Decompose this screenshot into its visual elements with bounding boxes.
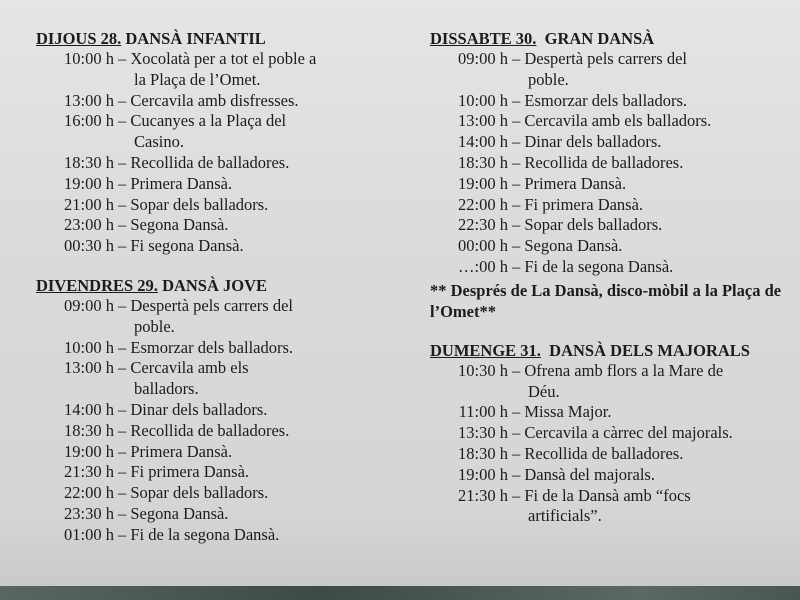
entry-text: – Despertà pels carrers del bbox=[118, 295, 293, 315]
entry-description bbox=[118, 462, 396, 483]
schedule-entry bbox=[36, 49, 396, 91]
entry-text: – Fi de la segona Dansà. bbox=[118, 524, 280, 544]
entry-description bbox=[512, 444, 790, 465]
schedule-entry bbox=[36, 400, 396, 421]
entry-text: – Fi primera Dansà. bbox=[118, 462, 250, 482]
entry-description bbox=[512, 361, 790, 403]
entry-time: 11:00 h bbox=[458, 402, 508, 422]
entry-description bbox=[118, 296, 396, 338]
entry-description bbox=[512, 257, 790, 278]
entry-text-continuation: la Plaça de l’Omet. bbox=[134, 69, 261, 89]
schedule-entry bbox=[36, 236, 396, 257]
entry-text: – Cercavila a càrrec del majorals. bbox=[512, 423, 733, 443]
schedule-entry bbox=[430, 91, 790, 112]
day-title: GRAN DANSÀ bbox=[536, 29, 655, 48]
entry-time: 21:00 h bbox=[64, 194, 114, 214]
entry-time: 00:00 h bbox=[458, 236, 508, 256]
schedule-entry bbox=[36, 153, 396, 174]
schedule-entry bbox=[36, 338, 396, 359]
entry-text-continuation: poble. bbox=[134, 316, 175, 336]
day-date: DUMENGE 31. bbox=[430, 340, 541, 360]
entry-text: – Segona Dansà. bbox=[118, 503, 229, 523]
entry-time: 10:00 h bbox=[64, 49, 114, 68]
entry-time: 13:30 h bbox=[458, 423, 508, 443]
entry-time: 09:00 h bbox=[458, 49, 508, 68]
schedule-entry bbox=[36, 111, 396, 153]
entry-time: 22:00 h bbox=[458, 194, 508, 214]
entry-time: 18:30 h bbox=[458, 443, 508, 463]
entry-text: – Recollida de balladores. bbox=[118, 420, 290, 440]
entry-time: 14:00 h bbox=[458, 132, 508, 152]
entry-description bbox=[118, 174, 396, 195]
day-title: DANSÀ INFANTIL bbox=[121, 29, 266, 48]
schedule-list bbox=[430, 49, 790, 278]
day-title: DANSÀ DELS MAJORALS bbox=[540, 340, 750, 360]
entry-text: – Segona Dansà. bbox=[512, 236, 623, 256]
schedule-entry bbox=[36, 442, 396, 463]
entry-text: – Cucanyes a la Plaça del bbox=[118, 111, 287, 131]
right-column bbox=[430, 28, 790, 527]
entry-text: – Missa Major. bbox=[512, 402, 612, 422]
entry-text: – Dinar dels balladors. bbox=[118, 399, 268, 419]
entry-description bbox=[118, 91, 396, 112]
entry-description bbox=[118, 421, 396, 442]
day-section bbox=[430, 340, 790, 527]
entry-text: – Esmorzar dels balladors. bbox=[512, 90, 688, 110]
day-heading bbox=[36, 275, 396, 296]
schedule-entry bbox=[36, 421, 396, 442]
entry-time: 13:00 h bbox=[64, 90, 114, 110]
entry-time: 22:30 h bbox=[458, 215, 508, 235]
entry-text: – Dansà del majorals. bbox=[512, 464, 655, 484]
entry-time: 21:30 h bbox=[458, 485, 508, 505]
entry-description bbox=[118, 236, 396, 257]
entry-description bbox=[512, 153, 790, 174]
entry-time: 19:00 h bbox=[458, 173, 508, 193]
entry-time: 16:00 h bbox=[64, 111, 114, 131]
entry-text: – Dinar dels balladors. bbox=[512, 132, 662, 152]
entry-text: – Ofrena amb flors a la Mare de bbox=[512, 360, 724, 380]
schedule-entry bbox=[430, 111, 790, 132]
entry-text: – Sopar dels balladors. bbox=[118, 483, 269, 503]
entry-time: 00:30 h bbox=[64, 236, 114, 256]
entry-text-continuation: Casino. bbox=[134, 132, 184, 152]
entry-time: 23:30 h bbox=[64, 503, 114, 523]
entry-description bbox=[512, 465, 790, 486]
entry-text-continuation: balladors. bbox=[134, 379, 199, 399]
day-heading bbox=[36, 28, 396, 49]
entry-time: 21:30 h bbox=[64, 462, 114, 482]
entry-description bbox=[118, 153, 396, 174]
schedule-entry bbox=[36, 504, 396, 525]
day-title: DANSÀ JOVE bbox=[157, 275, 268, 295]
schedule-entry bbox=[430, 486, 790, 528]
entry-text: – Recollida de balladores. bbox=[118, 152, 290, 172]
schedule-entry bbox=[36, 215, 396, 236]
day-date: DIVENDRES 29. bbox=[36, 275, 158, 295]
entry-time: 22:00 h bbox=[64, 483, 114, 503]
schedule-entry bbox=[430, 465, 790, 486]
day-heading bbox=[430, 28, 790, 49]
entry-time: 13:00 h bbox=[64, 358, 114, 378]
entry-description bbox=[512, 91, 790, 112]
entry-description bbox=[512, 49, 790, 91]
schedule-entry bbox=[430, 195, 790, 216]
schedule-list bbox=[430, 361, 790, 527]
entry-text: – Fi segona Dansà. bbox=[118, 236, 244, 256]
entry-description bbox=[118, 338, 396, 359]
schedule-entry bbox=[430, 153, 790, 174]
entry-time: 10:00 h bbox=[64, 337, 114, 357]
left-column bbox=[36, 28, 396, 546]
entry-text: – Recollida de balladores. bbox=[512, 152, 684, 172]
entry-text: – Esmorzar dels balladors. bbox=[118, 337, 294, 357]
schedule-entry bbox=[36, 91, 396, 112]
entry-time: 10:30 h bbox=[458, 360, 508, 380]
schedule-entry bbox=[430, 236, 790, 257]
entry-description bbox=[118, 111, 396, 153]
day-date: DISSABTE 30. bbox=[430, 29, 537, 48]
entry-text-continuation: Déu. bbox=[528, 381, 560, 401]
entry-text: – Despertà pels carrers del bbox=[512, 49, 687, 68]
schedule-entry bbox=[36, 462, 396, 483]
entry-time: 09:00 h bbox=[64, 295, 114, 315]
entry-time: 01:00 h bbox=[64, 524, 114, 544]
entry-description bbox=[512, 195, 790, 216]
schedule-entry bbox=[36, 525, 396, 546]
schedule-entry bbox=[430, 402, 790, 423]
entry-text: – Cercavila amb disfresses. bbox=[118, 90, 299, 110]
entry-description bbox=[118, 195, 396, 216]
entry-description bbox=[118, 525, 396, 546]
entry-time: 18:30 h bbox=[64, 420, 114, 440]
entry-time: 23:00 h bbox=[64, 215, 114, 235]
entry-description bbox=[512, 423, 790, 444]
day-section bbox=[36, 28, 396, 257]
entry-text: – Fi primera Dansà. bbox=[512, 194, 644, 214]
entry-description bbox=[512, 215, 790, 236]
entry-description bbox=[118, 400, 396, 421]
entry-description bbox=[118, 442, 396, 463]
entry-description bbox=[512, 111, 790, 132]
entry-description bbox=[512, 132, 790, 153]
schedule-entry bbox=[430, 132, 790, 153]
entry-description bbox=[118, 215, 396, 236]
schedule-entry bbox=[430, 174, 790, 195]
entry-text: – Primera Dansà. bbox=[118, 173, 233, 193]
entry-time: 18:30 h bbox=[458, 152, 508, 172]
schedule-entry bbox=[36, 483, 396, 504]
schedule-entry bbox=[430, 444, 790, 465]
schedule-list bbox=[36, 49, 396, 257]
schedule-entry bbox=[430, 49, 790, 91]
entry-text: – Xocolatà per a tot el poble a bbox=[118, 49, 317, 68]
entry-text-continuation: poble. bbox=[528, 69, 569, 89]
entry-text: – Fi de la segona Dansà. bbox=[512, 256, 674, 276]
schedule-list bbox=[36, 296, 396, 546]
entry-time: …:00 h bbox=[458, 256, 508, 276]
footnote: ** Després de La Dansà, disco-mòbil a la Plaça de l’Omet** bbox=[430, 280, 782, 321]
schedule-entry bbox=[430, 423, 790, 444]
entry-text: – Primera Dansà. bbox=[118, 441, 233, 461]
entry-text: – Sopar dels balladors. bbox=[118, 194, 269, 214]
entry-text: – Segona Dansà. bbox=[118, 215, 229, 235]
entry-description bbox=[512, 174, 790, 195]
entry-description bbox=[512, 236, 790, 257]
entry-time: 14:00 h bbox=[64, 399, 114, 419]
entry-text: – Primera Dansà. bbox=[512, 173, 627, 193]
entry-description bbox=[118, 483, 396, 504]
entry-time: 19:00 h bbox=[458, 464, 508, 484]
schedule-entry bbox=[36, 174, 396, 195]
entry-time: 10:00 h bbox=[458, 90, 508, 110]
schedule-entry bbox=[430, 215, 790, 236]
entry-description bbox=[118, 504, 396, 525]
entry-description bbox=[118, 358, 396, 400]
day-date: DIJOUS 28. bbox=[36, 29, 122, 48]
day-section bbox=[430, 28, 790, 322]
entry-text: – Sopar dels balladors. bbox=[512, 215, 663, 235]
schedule-entry bbox=[36, 296, 396, 338]
day-section bbox=[36, 275, 396, 546]
schedule-entry bbox=[36, 358, 396, 400]
entry-description bbox=[512, 402, 790, 423]
entry-description bbox=[118, 49, 396, 91]
schedule-entry bbox=[430, 361, 790, 403]
schedule-entry bbox=[430, 257, 790, 278]
entry-time: 19:00 h bbox=[64, 173, 114, 193]
entry-text: – Recollida de balladores. bbox=[512, 443, 684, 463]
entry-text-continuation: artificials”. bbox=[528, 506, 602, 526]
table-surface-edge bbox=[0, 586, 800, 600]
entry-description bbox=[512, 486, 790, 528]
entry-text: – Cercavila amb els balladors. bbox=[512, 111, 712, 131]
entry-time: 18:30 h bbox=[64, 152, 114, 172]
day-heading bbox=[430, 340, 790, 361]
schedule-entry bbox=[36, 195, 396, 216]
entry-text: – Fi de la Dansà amb “focs bbox=[512, 485, 691, 505]
entry-time: 13:00 h bbox=[458, 111, 508, 131]
entry-time: 19:00 h bbox=[64, 441, 114, 461]
entry-text: – Cercavila amb els bbox=[118, 358, 249, 378]
